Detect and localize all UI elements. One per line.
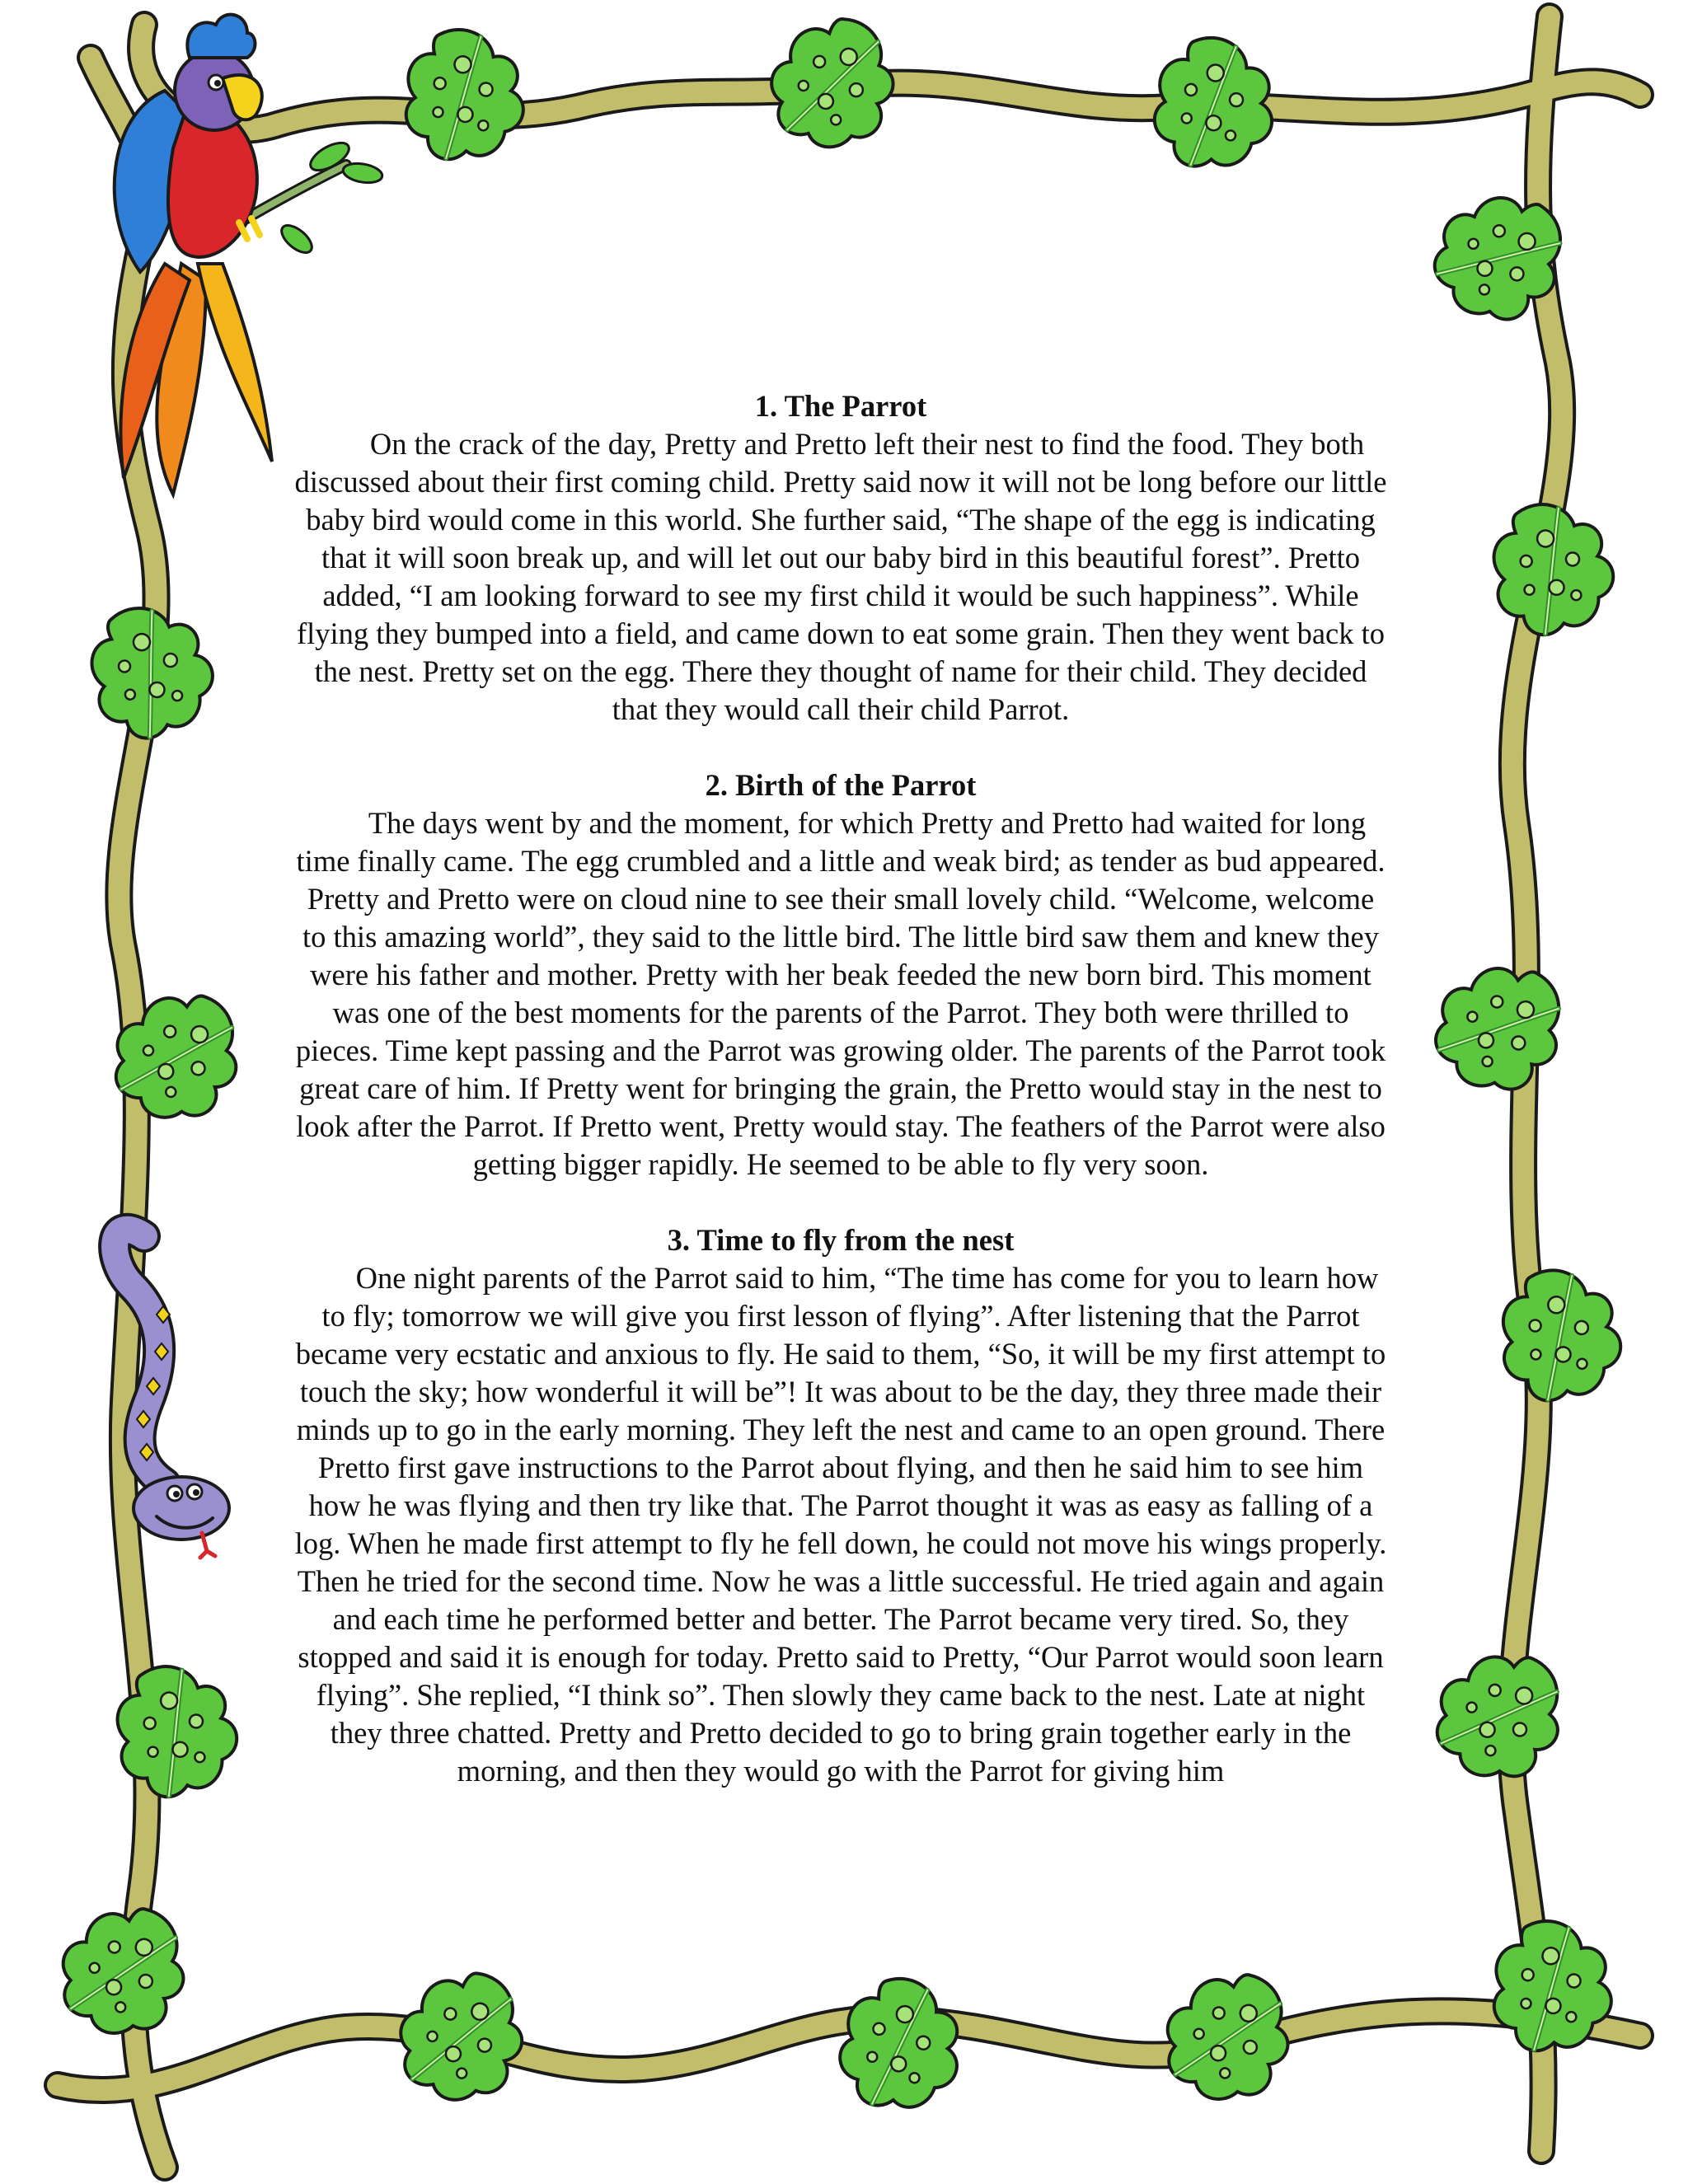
section-paragraph: The days went by and the moment, for which Pretty and Pretto had waited for long time finally came. The egg crumbled and a little and weak bird; as tender as bud appeared. Pretty and Pretto were on cloud nine to see their small lovely child. “Welcome, welcome to this amazing world”, they said to the little bird. The little bird saw them and knew they were his father and mother. Pretty with her beak feeded the new born bird. This moment was one of the best moments for the parents of the Parrot. They both were thrilled to pieces. Time kept passing and the Parrot was growing older. The parents of the Parrot took great care of him. If Pretty went for bringing the grain, the Pretto would stay in the nest to look after the Parrot. If Pretto went, Pretty would stay. The feathers of the Parrot were also getting bigger rapidly. He seemed to be able to fly very soon.	[295, 806, 1386, 1181]
leaf-icon	[387, 1957, 537, 2113]
leaf-icon	[1476, 1251, 1640, 1419]
section-paragraph: One night parents of the Parrot said to him, “The time has come for you to learn how to fly; tomorrow we will give you first lesson of flying”. After listening that the Parrot became very ecstatic and anxious to fly. He said to them, “So, it will be my first attempt to touch the sky; how wonderful it will be”! It was about to be the day, they three made their minds up to go in the early morning. They left the nest and came to an open ground. There Pretto first gave instructions to the Parrot about flying, and then he said him to see him how he was flying and then try like that. The Parrot thought it was as easy as falling of a log. When he made first attempt to fly he fell down, he could not move his wings properly. Then he tried for the second time. Now he was a little successful. He tried again and again and each time he performed better and better. The Parrot became very tired. So, they stopped and said it is enough for today. Pretto said to Pretty, “Our Parrot would soon learn flying”. She replied, “I think so”. Then slowly they came back to the nest. Late at night they three chatted. Pretty and Pretto decided to go to bring grain together early in the morning, and then they would go with the Parrot for giving him	[294, 1261, 1387, 1788]
leaf-icon	[1150, 1954, 1307, 2116]
leaf-icon	[62, 584, 235, 759]
leaf-icon	[828, 1970, 968, 2118]
leaf-icon	[1414, 939, 1587, 1113]
section-heading: 3. Time to fly from the nest	[667, 1223, 1015, 1257]
leaf-icon	[45, 1888, 203, 2050]
section-heading: 2. Birth of the Parrot	[705, 768, 977, 802]
leaf-icon	[383, 13, 541, 176]
leaf-icon	[1471, 1905, 1629, 2067]
leaf-icon	[89, 1645, 258, 1817]
story-section	[293, 387, 1389, 729]
story-text	[293, 387, 1389, 1828]
section-paragraph: On the crack of the day, Pretty and Pretto left their nest to find the food. They both discussed about their first coming child. Pretty said now it will not be long before our little baby bird would come in this world. She further said, “The shape of the egg is indicating that it will soon break up, and will let out our baby bird in this beautiful forest”. Pretto added, “I am looking forward to see my first child it would be such happiness”. While flying they bumped into a field, and came down to eat some grain. Then they went back to the nest. Pretty set on the egg. There they thought of name for their child. They decided that they would call their child Parrot.	[294, 427, 1387, 726]
leaf-icon	[762, 8, 903, 157]
story-section	[293, 1221, 1389, 1790]
section-heading: 1. The Parrot	[754, 389, 927, 423]
leaf-icon	[1465, 483, 1634, 655]
story-section	[293, 766, 1389, 1183]
